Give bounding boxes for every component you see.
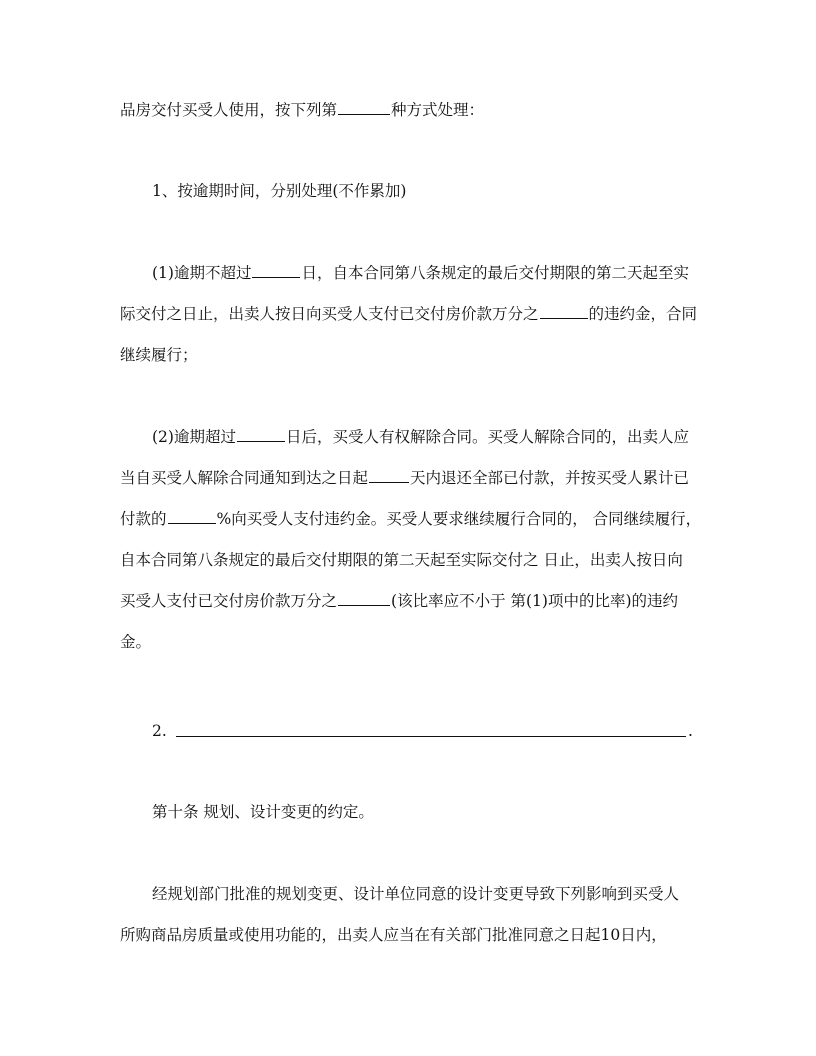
paragraph-line [152, 884, 732, 904]
line-text: 日，自本合同第八条规定的最后交付期限的第二天起至实 [301, 264, 689, 282]
line-text: 经规划部门批准的规划变更、设计单位同意的设计变更导致下列影响到买受人 [152, 885, 680, 903]
fill-blank [168, 509, 216, 524]
line-text: 品房交付买受人使用，按下列第 [120, 101, 338, 119]
line-text: 1、按逾期时间，分别处理(不作累加) [152, 182, 407, 200]
paragraph-line [120, 304, 700, 324]
fill-blank [237, 427, 285, 442]
fill-blank [540, 304, 588, 319]
fill-blank [369, 468, 409, 483]
fill-blank-long [176, 736, 686, 737]
line-text: 际交付之日止，出卖人按日向买受人支付已交付房价款万分之 [120, 305, 539, 323]
line-text: 买受人支付已交付房价款万分之 [120, 592, 338, 610]
line-text: 继续履行； [120, 346, 198, 364]
line-text: 付款的 [120, 510, 167, 528]
line-text: 的违约金，合同 [588, 305, 698, 323]
fill-blank [252, 263, 300, 278]
line-text: 自本合同第八条规定的最后交付期限的第二天起至实际交付之 日止，出卖人按日向 [120, 551, 683, 569]
paragraph-line [120, 509, 700, 529]
line-text: (2)逾期超过 [152, 428, 236, 446]
paragraph-line [120, 632, 700, 652]
paragraph-line [120, 468, 700, 488]
paragraph-line [120, 100, 700, 120]
line-text: 种方式处理： [391, 101, 485, 119]
paragraph-line [152, 427, 732, 447]
section-heading [152, 802, 732, 822]
line-text: 当自买受人解除合同通知到达之日起 [120, 469, 369, 487]
line-text: 金。 [120, 633, 152, 651]
paragraph-line [120, 591, 700, 611]
clause-number [152, 721, 732, 741]
line-text: 日后，买受人有权解除合同。买受人解除合同的，出卖人应 [285, 428, 689, 446]
line-text: (该比率应不小于 第(1)项中的比率)的违约 [391, 592, 678, 610]
paragraph-line [120, 550, 700, 570]
line-end-dot: . [688, 722, 693, 740]
paragraph-line [120, 345, 700, 365]
paragraph-line [152, 263, 732, 283]
line-text: 2. [152, 722, 167, 740]
fill-blank [338, 100, 390, 115]
fill-blank [338, 591, 390, 606]
line-text: 天内退还全部已付款，并按买受人累计已 [410, 469, 690, 487]
line-text: %向买受人支付违约金。买受人要求继续履行合同的， 合同继续履行， [216, 510, 702, 528]
line-text: (1)逾期不超过 [152, 264, 252, 282]
paragraph-line [120, 925, 700, 945]
line-text: 第十条 规划、设计变更的约定。 [152, 803, 374, 821]
clause-heading [152, 181, 732, 201]
line-text: 所购商品房质量或使用功能的，出卖人应当在有关部门批准同意之日起10日内， [120, 926, 667, 944]
